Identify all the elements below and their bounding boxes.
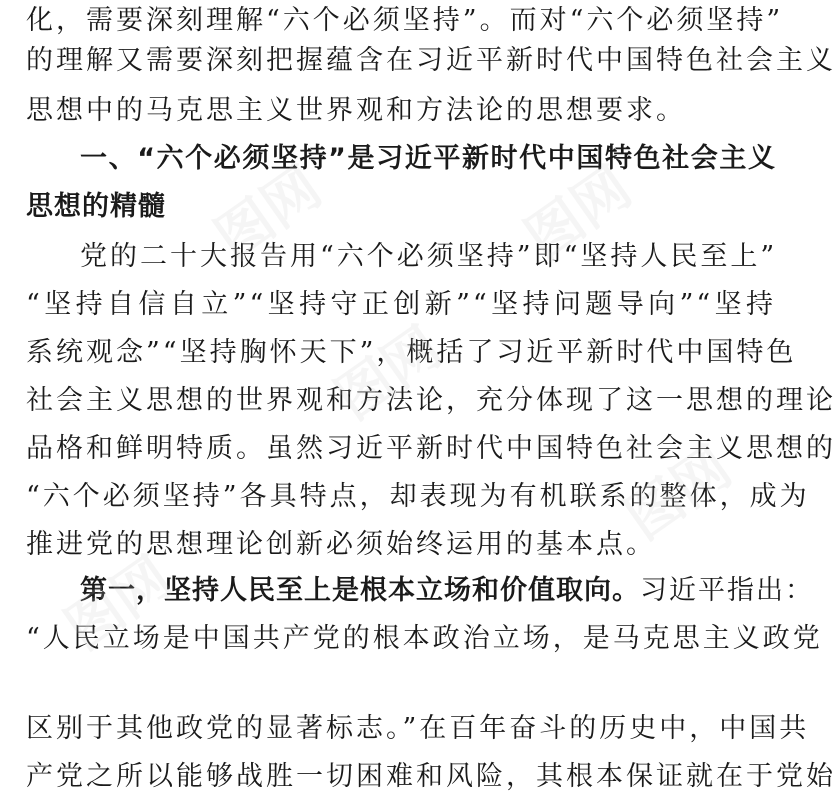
paragraph-line-5: 品格和鲜明特质。虽然习近平新时代中国特色社会主义思想的 xyxy=(26,433,836,464)
paragraph-line-2: “坚持自信自立”“坚持守正创新”“坚持问题导向”“坚持 xyxy=(26,289,776,320)
point-one-rest: 习近平指出： xyxy=(640,575,814,606)
paragraph-line-7: 推进党的思想理论创新必须始终运用的基本点。 xyxy=(26,529,656,560)
quote-line-2: 区别于其他政党的显著标志。”在百年奋斗的历史中，中国共 xyxy=(26,713,810,744)
watermark: 图网 xyxy=(54,544,184,663)
text-line-3: 思想中的马克思主义世界观和方法论的思想要求。 xyxy=(26,95,686,126)
quote-line-3: 产党之所以能够战胜一切困难和风险，其根本保证就在于党始 xyxy=(26,761,836,792)
watermark: 图网 xyxy=(324,314,454,433)
text-line-2: 的理解又需要深刻把握蕴含在习近平新时代中国特色社会主义 xyxy=(26,45,836,76)
paragraph-line-1: 党的二十大报告用“六个必须坚持”即“坚持人民至上” xyxy=(80,241,778,272)
watermark: 图网 xyxy=(204,154,334,273)
point-one-line xyxy=(80,574,814,608)
watermark: 图网 xyxy=(514,154,644,273)
point-one-bold: 第一，坚持人民至上是根本立场和价值取向。 xyxy=(80,575,640,606)
section-heading-line-2: 思想的精髓 xyxy=(26,191,166,222)
quote-line-1: “人民立场是中国共产党的根本政治立场，是马克思主义政党 xyxy=(26,623,823,654)
paragraph-line-4: 社会主义思想的世界观和方法论，充分体现了这一思想的理论 xyxy=(26,385,836,416)
paragraph-line-6: “六个必须坚持”各具特点，却表现为有机联系的整体，成为 xyxy=(26,481,810,512)
text-line-1: 化，需要深刻理解“六个必须坚持”。而对“六个必须坚持” xyxy=(26,5,784,36)
watermark: 图网 xyxy=(614,434,744,553)
section-heading-line-1: 一、“六个必须坚持”是习近平新时代中国特色社会主义 xyxy=(80,143,776,174)
paragraph-line-3: 系统观念”“坚持胸怀天下”，概括了习近平新时代中国特色 xyxy=(26,337,797,368)
